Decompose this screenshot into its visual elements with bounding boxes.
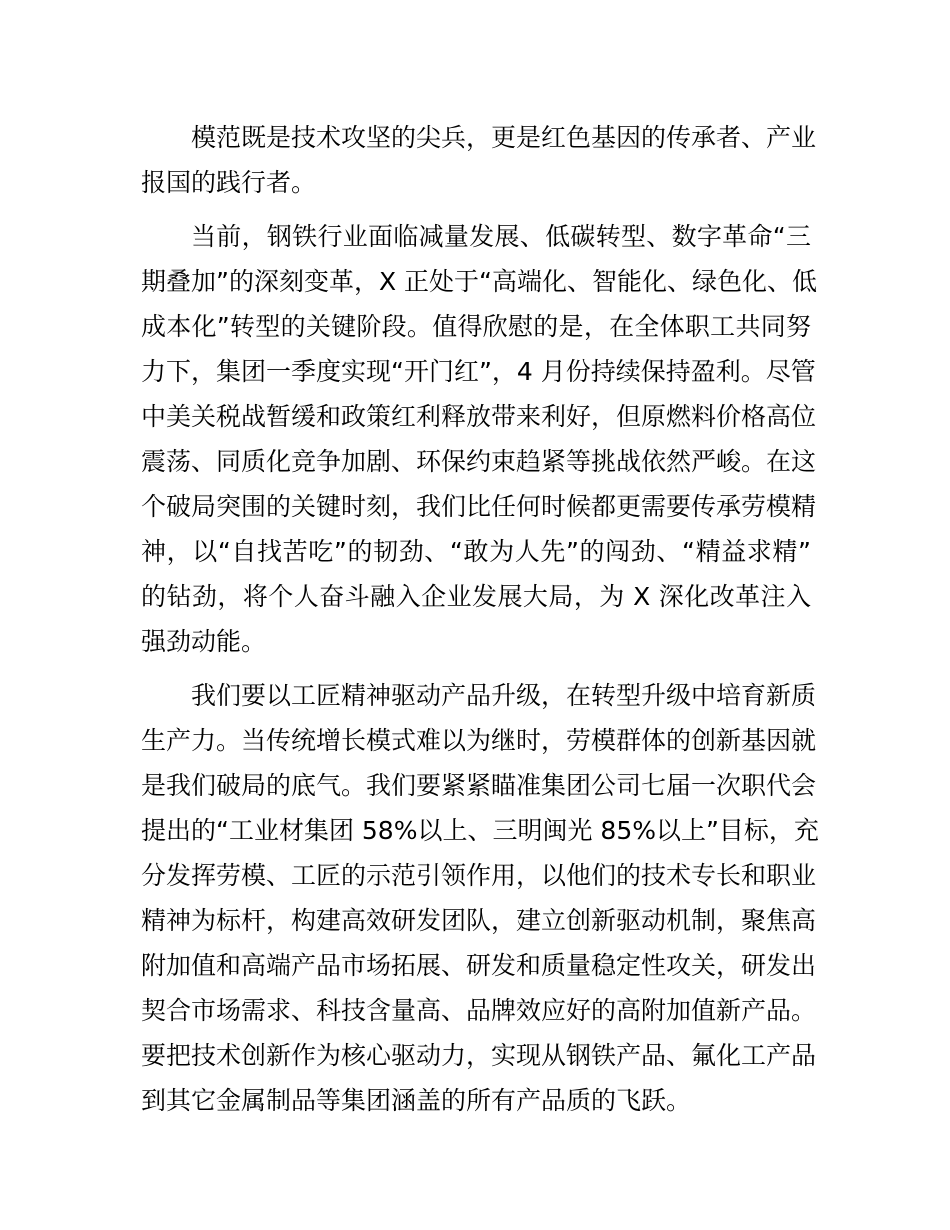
text-line: 震荡、同质化竞争加剧、环保约束趋紧等挑战依然严峻。在这 — [141, 447, 817, 476]
text-line: 精神为标杆，构建高效研发团队，建立创新驱动机制，聚焦高 — [141, 906, 817, 935]
text-line: 提出的“工业材集团 58%以上、三明闽光 85%以上”目标，充 — [141, 816, 819, 845]
text-line: 强劲动能。 — [141, 627, 267, 656]
paragraph-1 — [141, 115, 817, 205]
paragraph-3 — [141, 673, 819, 1123]
text-line: 我们要以工匠精神驱动产品升级，在转型升级中培育新质 — [191, 681, 817, 710]
text-line: 契合市场需求、科技含量高、品牌效应好的高附加值新产品。 — [141, 996, 817, 1025]
text-line: 报国的践行者。 — [141, 168, 317, 197]
text-line: 到其它金属制品等集团涵盖的所有产品质的飞跃。 — [141, 1086, 692, 1115]
text-line: 个破局突围的关键时刻，我们比任何时候都更需要传承劳模精 — [141, 492, 817, 521]
paragraph-2 — [141, 214, 817, 664]
text-line: 神，以“自找苦吃”的韧劲、“敢为人先”的闯劲、“精益求精” — [141, 537, 811, 566]
text-line: 力下，集团一季度实现“开门红”，4 月份持续保持盈利。尽管 — [141, 357, 816, 386]
text-line: 期叠加”的深刻变革，X 正处于“高端化、智能化、绿色化、低 — [141, 267, 817, 296]
document-body — [141, 115, 819, 1132]
text-line: 要把技术创新作为核心驱动力，实现从钢铁产品、氟化工产品 — [141, 1041, 817, 1070]
text-line: 是我们破局的底气。我们要紧紧瞄准集团公司七届一次职代会 — [141, 771, 817, 800]
text-line: 的钻劲，将个人奋斗融入企业发展大局，为 X 深化改革注入 — [141, 582, 811, 611]
text-line: 中美关税战暂缓和政策红利释放带来利好，但原燃料价格高位 — [141, 402, 817, 431]
text-line: 成本化”转型的关键阶段。值得欣慰的是，在全体职工共同努 — [141, 312, 811, 341]
text-line: 分发挥劳模、工匠的示范引领作用，以他们的技术专长和职业 — [141, 861, 817, 890]
text-line: 当前，钢铁行业面临减量发展、低碳转型、数字革命“三 — [191, 222, 811, 251]
text-line: 模范既是技术攻坚的尖兵，更是红色基因的传承者、产业 — [191, 123, 817, 152]
text-line: 附加值和高端产品市场拓展、研发和质量稳定性攻关，研发出 — [141, 951, 817, 980]
text-line: 生产力。当传统增长模式难以为继时，劳模群体的创新基因就 — [141, 726, 817, 755]
